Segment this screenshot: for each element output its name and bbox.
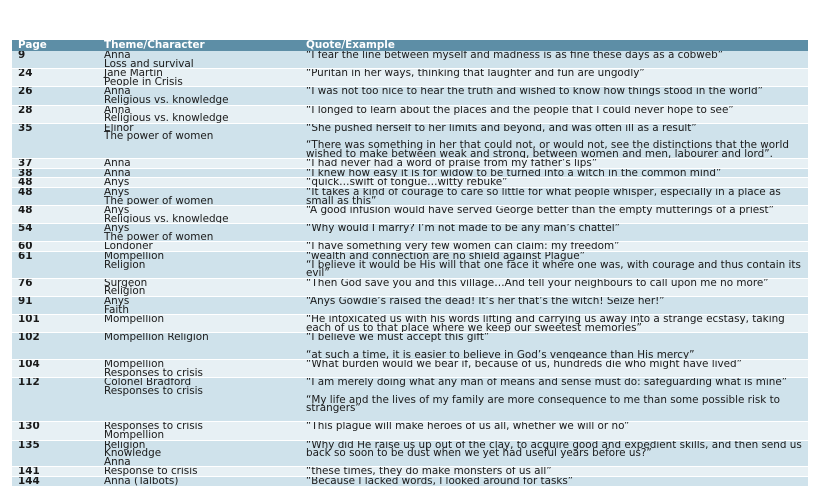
cell-page: 91 — [12, 297, 98, 315]
table-row — [12, 422, 808, 440]
table-row — [12, 297, 808, 315]
header-theme-character: Theme/Character — [98, 40, 300, 51]
cell-theme: Mompellion Responses to crisis — [98, 360, 300, 378]
cell-quote: “Then God save you and this village…And tell your neighbours to call upon me no more” — [300, 278, 808, 296]
cell-quote: “Why did He raise us up out of the clay, to acquire good and expedient skills, and then send us back so soon to be dust when we yet had useful years before us?” — [300, 440, 808, 467]
table-body — [12, 51, 808, 486]
table-row — [12, 224, 808, 242]
cell-theme: Anys The power of women — [98, 224, 300, 242]
table-row — [12, 360, 808, 378]
quotes-table-container — [12, 40, 808, 487]
cell-page: 38 — [12, 168, 98, 178]
cell-theme: Anna Religious vs. knowledge — [98, 87, 300, 105]
cell-quote: “I knew how easy it is for widow to be turned into a witch in the common mind” — [300, 168, 808, 178]
cell-quote: “I believe we must accept this gift” “at such a time, it is easier to believe in God’s vengeance than His mercy” — [300, 333, 808, 360]
cell-page: 141 — [12, 467, 98, 477]
table-row — [12, 123, 808, 158]
cell-page: 60 — [12, 242, 98, 252]
cell-page: 61 — [12, 252, 98, 279]
header-page: Page — [12, 40, 98, 51]
cell-page: 48 — [12, 178, 98, 188]
cell-page: 102 — [12, 333, 98, 360]
table-row — [12, 476, 808, 486]
cell-page: 48 — [12, 206, 98, 224]
header-quote-example: Quote/Example — [300, 40, 808, 51]
table-header-row — [12, 40, 808, 51]
table-row — [12, 69, 808, 87]
table-row — [12, 278, 808, 296]
cell-theme: Anna Loss and survival — [98, 51, 300, 69]
cell-page: 37 — [12, 159, 98, 169]
cell-theme: Colonel Bradford Responses to crisis — [98, 378, 300, 422]
cell-page: 144 — [12, 476, 98, 486]
cell-quote: “wealth and connection are no shield against Plague” “I believe it would be His will that one face it where one was, with courage and thus contain its evil” — [300, 252, 808, 279]
cell-page: 28 — [12, 105, 98, 123]
cell-quote: “What burden would we bear if, because of us, hundreds die who might have lived” — [300, 360, 808, 378]
cell-theme: Mompellion — [98, 315, 300, 333]
cell-quote: “It takes a kind of courage to care so little for what people whisper, especially in a place as small as this” — [300, 187, 808, 205]
cell-page: 112 — [12, 378, 98, 422]
cell-theme: Anys Religious vs. knowledge — [98, 206, 300, 224]
cell-page: 24 — [12, 69, 98, 87]
cell-theme: Anys Faith — [98, 297, 300, 315]
cell-quote: “He intoxicated us with his words lifting and carrying us away into a strange ecstasy, taking each of us to that place where we keep our sweetest memories” — [300, 315, 808, 333]
cell-quote: “I fear the line between myself and madness is as fine these days as a cobweb” — [300, 51, 808, 69]
quotes-table — [12, 40, 808, 487]
table-row — [12, 206, 808, 224]
cell-page: 76 — [12, 278, 98, 296]
cell-theme: Surgeon Religion — [98, 278, 300, 296]
cell-theme: Response to crisis — [98, 467, 300, 477]
cell-theme: Anna — [98, 168, 300, 178]
cell-page: 101 — [12, 315, 98, 333]
table-row — [12, 378, 808, 422]
cell-theme: Responses to crisis Mompellion — [98, 422, 300, 440]
cell-quote: “these times, they do make monsters of us all” — [300, 467, 808, 477]
table-row — [12, 178, 808, 188]
cell-page: 54 — [12, 224, 98, 242]
cell-quote: “This plague will make heroes of us all, whether we will or no” — [300, 422, 808, 440]
cell-page: 35 — [12, 123, 98, 158]
cell-quote: “quick…swift of tongue…witty rebuke” — [300, 178, 808, 188]
cell-theme: Anys The power of women — [98, 187, 300, 205]
cell-page: 48 — [12, 187, 98, 205]
cell-quote: “I had never had a word of praise from my father’s lips” — [300, 159, 808, 169]
table-row — [12, 105, 808, 123]
table-row — [12, 51, 808, 69]
cell-theme: Anys — [98, 178, 300, 188]
cell-quote: “I longed to learn about the places and the people that I could never hope to see” — [300, 105, 808, 123]
cell-quote: “A good infusion would have served George better than the empty mutterings of a priest” — [300, 206, 808, 224]
table-row — [12, 242, 808, 252]
cell-theme: Religion Knowledge Anna — [98, 440, 300, 467]
cell-quote: “She pushed herself to her limits and beyond, and was often ill as a result” “There was something in her that could not, or would not, see the distinctions that the world wished to make between weak and strong, between women and men, labourer and lord”. — [300, 123, 808, 158]
table-row — [12, 168, 808, 178]
cell-theme: Elinor The power of women — [98, 123, 300, 158]
table-row — [12, 467, 808, 477]
cell-page: 130 — [12, 422, 98, 440]
table-row — [12, 187, 808, 205]
cell-theme: Jane Martin People in Crisis — [98, 69, 300, 87]
cell-quote: “I was not too nice to hear the truth and wished to know how things stood in the world” — [300, 87, 808, 105]
table-row — [12, 315, 808, 333]
cell-quote: “I am merely doing what any man of means and sense must do: safeguarding what is mine” “My life and the lives of my family are more consequence to me than some possible risk to strangers” — [300, 378, 808, 422]
cell-theme: Anna (Talbots) — [98, 476, 300, 486]
cell-page: 9 — [12, 51, 98, 69]
cell-page: 135 — [12, 440, 98, 467]
table-row — [12, 159, 808, 169]
cell-theme: Mompellion Religion — [98, 252, 300, 279]
cell-theme: Londoner — [98, 242, 300, 252]
table-row — [12, 252, 808, 279]
table-row — [12, 440, 808, 467]
cell-theme: Mompellion Religion — [98, 333, 300, 360]
table-row — [12, 333, 808, 360]
cell-theme: Anna Religious vs. knowledge — [98, 105, 300, 123]
cell-quote: “Why would I marry? I’m not made to be any man’s chattel” — [300, 224, 808, 242]
cell-theme: Anna — [98, 159, 300, 169]
cell-page: 26 — [12, 87, 98, 105]
cell-quote: “Because I lacked words, I looked around for tasks” — [300, 476, 808, 486]
cell-page: 104 — [12, 360, 98, 378]
cell-quote: “Puritan in her ways, thinking that laughter and fun are ungodly” — [300, 69, 808, 87]
cell-quote: “Anys Gowdie’s raised the dead! It’s her that’s the witch! Seize her!” — [300, 297, 808, 315]
table-row — [12, 87, 808, 105]
cell-quote: “I have something very few women can claim: my freedom” — [300, 242, 808, 252]
